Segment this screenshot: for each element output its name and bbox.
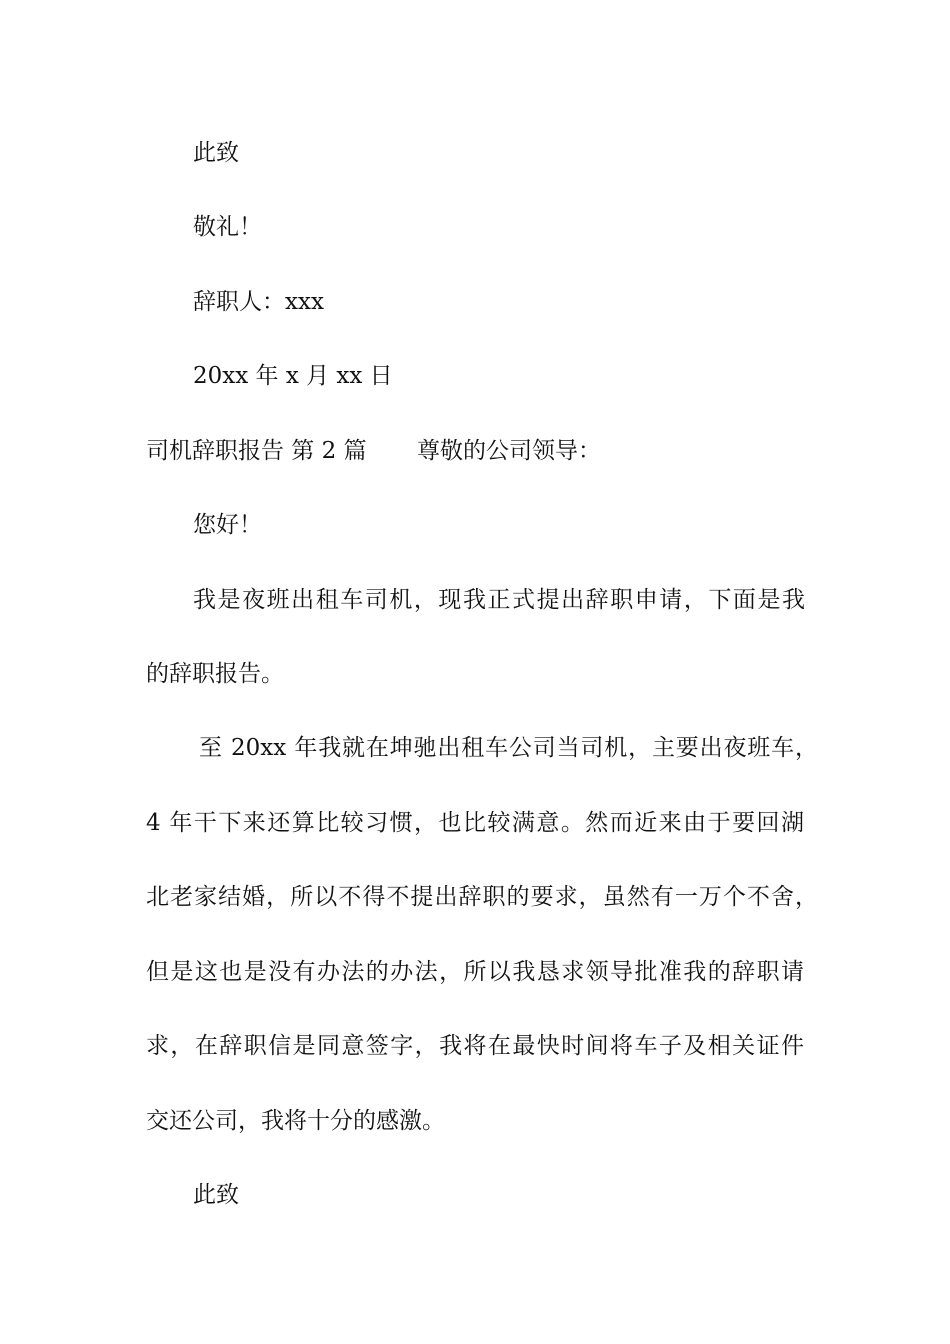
paragraph-line: 交还公司，我将十分的感激。	[146, 1108, 445, 1134]
section-heading: 司机辞职报告 第 2 篇	[146, 438, 367, 464]
paragraph-line: 至 20xx 年我就在坤驰出租车公司当司机，主要出夜班车，	[199, 735, 818, 761]
paragraph-line: 求，在辞职信是同意签字，我将在最快时间将车子及相关证件	[146, 1033, 804, 1059]
date-line: 20xx 年 x 月 xx 日	[193, 363, 393, 389]
paragraph-line: 北老家结婚，所以不得不提出辞职的要求，虽然有一万个不舍，	[146, 884, 818, 910]
paragraph-line: 的辞职报告。	[146, 661, 284, 687]
closing-salutation: 此致	[193, 140, 239, 166]
paragraph-line: 我是夜班出租车司机，现我正式提出辞职申请，下面是我	[193, 587, 805, 613]
signer-line: 辞职人：xxx	[193, 289, 324, 315]
paragraph-line: 4 年干下来还算比较习惯，也比较满意。然而近来由于要回湖	[146, 810, 804, 836]
greeting-line: 您好！	[193, 512, 262, 538]
paragraph-line: 但是这也是没有办法的办法，所以我恳求领导批准我的辞职请	[146, 959, 804, 985]
closing-salutation: 此致	[193, 1182, 239, 1208]
addressee-line: 尊敬的公司领导：	[417, 438, 601, 464]
closing-regards: 敬礼！	[193, 214, 262, 240]
